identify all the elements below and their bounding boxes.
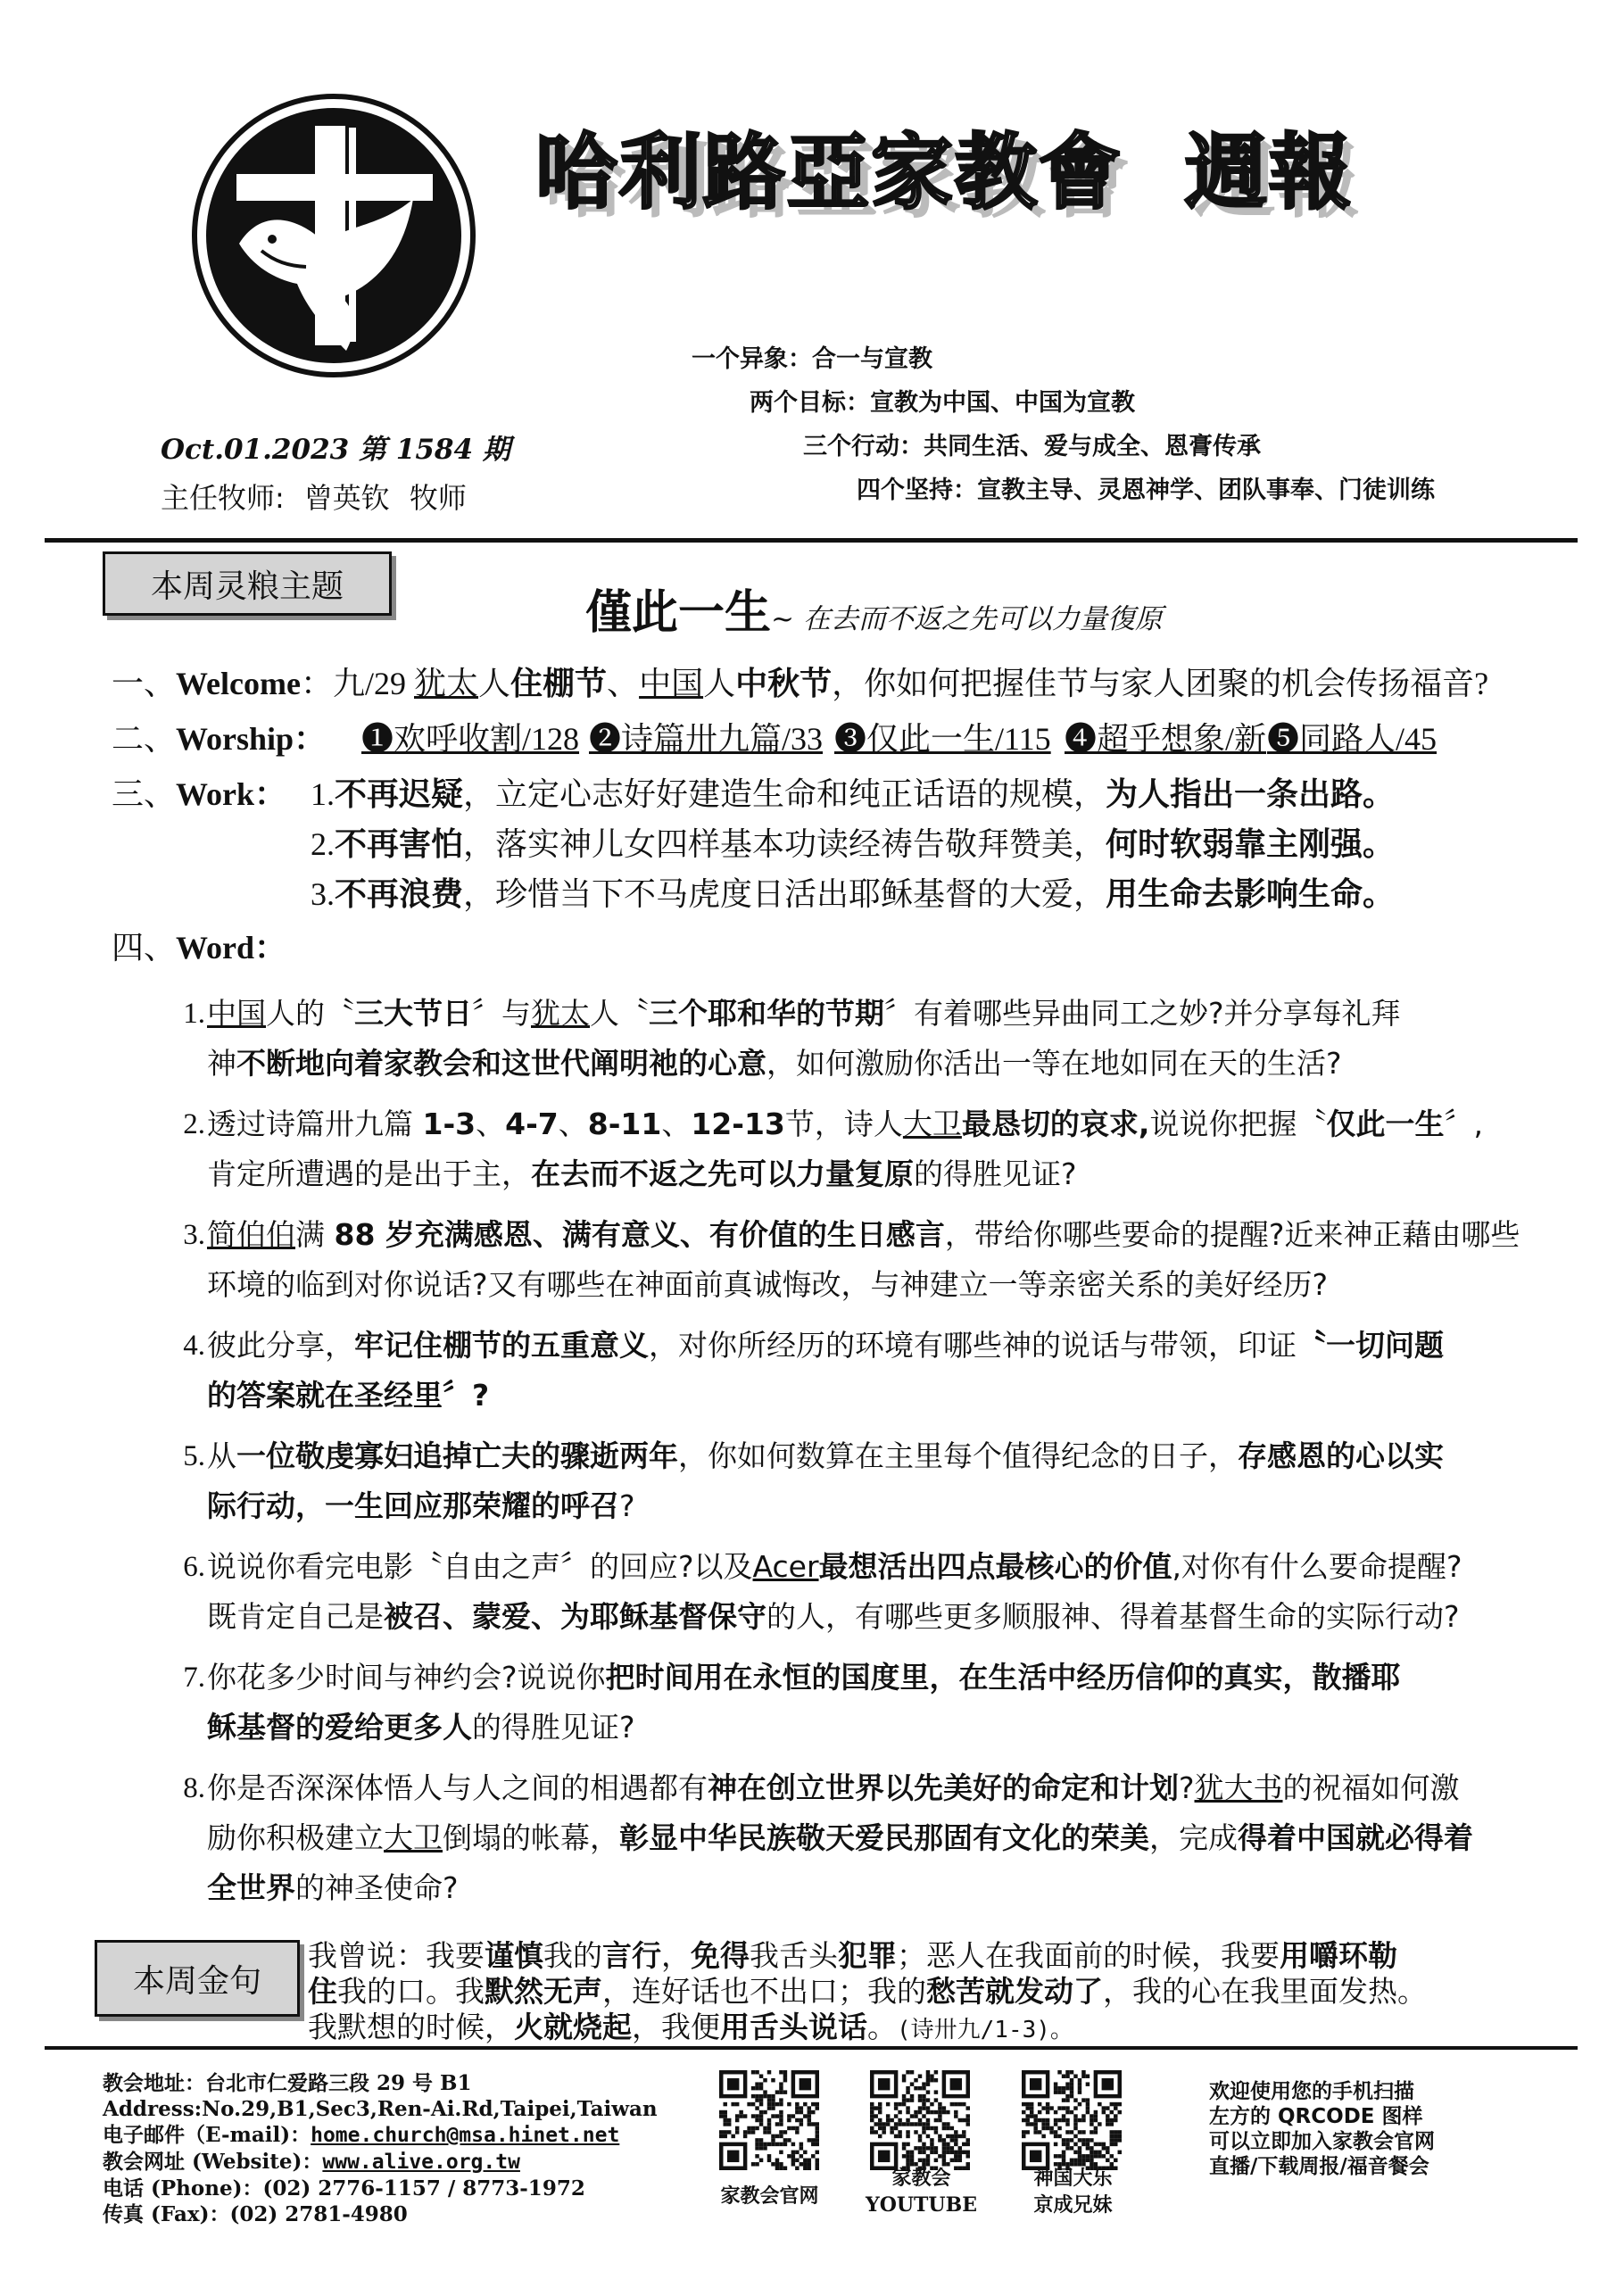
work-prefix: 三、 — [112, 776, 177, 812]
theme-title-text: 僅此一生 — [585, 585, 772, 640]
emphasis-text: 得着中国就必得着 — [1238, 1820, 1473, 1855]
work-item-text: ，落实神儿女四样基本功读经祷告敬拜赞美， — [463, 826, 1106, 862]
work-line — [112, 769, 286, 815]
website-label: 教会网址 (Website)： — [103, 2150, 323, 2174]
text-segment: ，你如何数算在主里每个值得纪念的日子， — [678, 1438, 1238, 1473]
question-line — [207, 1592, 1572, 1642]
work-item-1 — [311, 769, 1395, 815]
work-item-end: 用生命去影响生命。 — [1106, 876, 1396, 912]
qr-label-website — [705, 2183, 834, 2209]
text-segment: 大卫 — [384, 1820, 443, 1855]
work-item-num: 1. — [311, 776, 335, 812]
question-line — [207, 1703, 1572, 1753]
question-line — [207, 1371, 1572, 1421]
emphasis-text: 88 岁充满感恩、满有意义、有价值的生日感言 — [334, 1217, 945, 1252]
question-number: 5. — [183, 1440, 205, 1472]
text-segment: ；恶人在我面前的时候，我要 — [897, 1938, 1280, 1973]
question-text — [207, 1542, 1572, 1642]
question-line — [207, 1321, 1572, 1371]
scan-line: 直播/下载周报/福音餐会 — [1209, 2155, 1429, 2178]
question-number: 4. — [183, 1330, 205, 1362]
welcome-colon: ： — [300, 666, 333, 701]
welcome-text-b: 人 — [478, 666, 511, 701]
text-segment: 既肯定自己是 — [207, 1599, 384, 1634]
worship-prefix: 二、 — [112, 721, 177, 757]
qr-code-music[interactable] — [1022, 2070, 1122, 2170]
work-item-2 — [311, 819, 1395, 865]
work-item-num: 3. — [311, 876, 335, 912]
contact-info — [103, 2070, 658, 2227]
website-row — [103, 2149, 658, 2176]
qr-code-youtube[interactable] — [870, 2070, 970, 2170]
text-segment: 大卫 — [902, 1107, 962, 1141]
question-text — [207, 1763, 1572, 1913]
question-line — [207, 1149, 1572, 1199]
vision-line-4: 四个坚持：宣教主导、灵恩神学、团队事奉、门徒训练 — [857, 477, 1435, 504]
work-item-text: ，立定心志好好建造生命和纯正话语的规模， — [463, 776, 1106, 812]
golden-verse-text — [308, 1938, 1548, 2048]
footer-divider — [45, 2046, 1578, 2050]
question-number: 1. — [183, 998, 205, 1030]
text-segment: 你是否深深体悟人与人之间的相遇都有 — [207, 1770, 708, 1805]
qr-label-line: 京成兄妹 — [1033, 2193, 1113, 2217]
text-segment: 简伯伯 — [207, 1217, 295, 1252]
question-text — [207, 989, 1572, 1089]
welcome-text-d: 人 — [703, 666, 736, 701]
emphasis-text: 稣基督的爱给更多人 — [207, 1710, 472, 1745]
theme-title — [585, 575, 1163, 642]
text-segment: 的人，有哪些更多顺服神、得着基督生命的实际行动? — [766, 1599, 1460, 1634]
text-segment: 励你积极建立 — [207, 1820, 384, 1855]
emphasis-text: 8-11 — [587, 1107, 662, 1141]
pastor-line — [161, 476, 486, 517]
work-item-end: 为人指出一条出路。 — [1106, 776, 1396, 812]
work-item-text: ，珍惜当下不马虎度日活出耶稣基督的大爱， — [463, 876, 1106, 912]
vision-line-3: 三个行动：共同生活、爱与成全、恩膏传承 — [803, 433, 1261, 460]
weekly-label: 週報 — [1185, 125, 1354, 220]
emphasis-text: 言行 — [602, 1938, 661, 1973]
question-line — [207, 1763, 1572, 1813]
church-logo — [190, 92, 477, 379]
work-item-3 — [311, 869, 1395, 915]
question-line — [207, 1210, 1572, 1260]
song-4: ❹超乎想象/新 — [1065, 721, 1267, 757]
question-text — [207, 1321, 1572, 1421]
text-segment: 〞有着哪些异曲同工之妙?并分享每礼拜 — [884, 996, 1401, 1031]
scan-line: 可以立即加入家教会官网 — [1209, 2130, 1435, 2153]
emphasis-text: 神在创立世界以先美好的命定和计划 — [708, 1770, 1179, 1805]
text-segment: ，对你所经历的环境有哪些神的说话与带领，印证 — [649, 1328, 1297, 1363]
text-segment: 彼此分享， — [207, 1328, 354, 1363]
emphasis-text: 在去而不返之先可以力量复原 — [531, 1156, 914, 1191]
text-segment: 的得胜见证? — [472, 1710, 635, 1745]
scan-instructions — [1209, 2079, 1435, 2179]
question-line — [207, 1542, 1572, 1592]
text-segment: 我的口。我 — [337, 1974, 485, 2009]
text-segment: 神 — [207, 1046, 236, 1081]
emphasis-text: 把时间用在永恒的国度里，在生活中经历信仰的真实，散播耶 — [605, 1660, 1401, 1695]
text-segment: 从 — [207, 1438, 236, 1473]
scan-line: 左方的 QRCODE 图样 — [1209, 2105, 1423, 2128]
emphasis-text: 不断地向着家教会和这世代阐明祂的心意 — [236, 1046, 766, 1081]
phone-row: 电话 (Phone)：(02) 2776-1157 / 8773-1972 — [103, 2176, 585, 2201]
song-2: ❷诗篇卅九篇/33 — [589, 721, 824, 757]
text-segment: 的祝福如何激 — [1282, 1770, 1460, 1805]
emphasis-text: 火就烧起 — [514, 2010, 632, 2044]
work-item-bold: 不再害怕 — [335, 826, 464, 862]
question-line — [207, 1431, 1572, 1481]
email-link[interactable]: home.church@msa.hinet.net — [311, 2124, 620, 2147]
pastor-name: 曾英钦 — [303, 481, 390, 515]
text-segment: 我舌头 — [750, 1938, 838, 1973]
text-segment: 〞与 — [472, 996, 531, 1031]
question-line — [207, 1481, 1572, 1531]
text-segment: 倒塌的帐幕， — [443, 1820, 619, 1855]
text-segment: 我的 — [543, 1938, 602, 1973]
song-1: ❶欢呼收割/128 — [361, 721, 580, 757]
verse-line — [308, 2010, 1548, 2048]
emphasis-text: 愁苦就发动了 — [926, 1974, 1103, 2009]
bulletin-title — [535, 107, 1353, 225]
text-segment: 说说你把握〝 — [1149, 1107, 1327, 1141]
word-prefix: 四、 — [112, 930, 177, 966]
welcome-text-e: ，你如何把握佳节与家人团聚的机会传扬福音? — [832, 666, 1489, 701]
work-item-end: 何时软弱靠主刚强。 — [1106, 826, 1396, 862]
welcome-label: Welcome — [176, 666, 301, 701]
address-en: Address:No.29,B1,Sec3,Ren-Ai.Rd,Taipei,Taiwan — [103, 2097, 658, 2121]
question-number: 6. — [183, 1551, 205, 1583]
text-segment: ? — [619, 1488, 635, 1523]
church-name: 哈利路亞家教會 — [535, 125, 1123, 220]
text-segment: 说说你看完电影〝自由之声〞的回应?以及 — [207, 1549, 753, 1584]
text-segment: 人的〝 — [266, 996, 354, 1031]
text-segment: 的神圣使命? — [295, 1870, 459, 1905]
qr-label-line: 神国大乐 — [1033, 2167, 1113, 2190]
vision-line-2: 两个目标：宣教为中国、中国为宣教 — [750, 389, 1135, 417]
text-segment: 人〝 — [590, 996, 649, 1031]
text-segment: 犹大书 — [1194, 1770, 1283, 1805]
text-segment: ，如何激励你活出一等在地如同在天的生活? — [766, 1046, 1342, 1081]
text-segment: 〞, — [1444, 1107, 1483, 1141]
golden-verse-label-box: 本周金句 — [95, 1940, 300, 2017]
question-number: 3. — [183, 1219, 205, 1251]
emphasis-text: 住 — [308, 1974, 337, 2009]
work-label: Work： — [176, 776, 287, 812]
text-segment: 的得胜见证? — [914, 1156, 1077, 1191]
address-cn: 教会地址：台北市仁爱路三段 29 号 B1 — [103, 2071, 472, 2095]
emphasis-text: 用舌头说话 — [720, 2010, 867, 2044]
emphasis-text: 12-13 — [691, 1107, 785, 1141]
emphasis-text: 彰显中华民族敬天爱民那固有文化的荣美 — [619, 1820, 1149, 1855]
text-segment: 你花多少时间与神约会?说说你 — [207, 1660, 606, 1695]
word-line — [112, 923, 286, 968]
question-text — [207, 1099, 1572, 1199]
text-segment: 环境的临到对你说话?又有哪些在神面前真诚悔改，与神建立一等亲密关系的美好经历? — [207, 1267, 1329, 1302]
verse-line — [308, 1974, 1548, 2010]
emphasis-text: 用嚼环勒 — [1280, 1938, 1397, 1973]
question-line — [207, 1863, 1572, 1913]
emphasis-text: 犯罪 — [838, 1938, 897, 1973]
welcome-text-a: 九/29 — [332, 666, 414, 701]
emphasis-text: 际行动，一生回应那荣耀的呼召 — [207, 1488, 619, 1523]
text-segment: ，带给你哪些要命的提醒?近来神正藉由哪些 — [944, 1217, 1520, 1252]
text-segment: 透过诗篇卅九篇 — [207, 1107, 423, 1141]
text-segment: ，我的心在我里面发热。 — [1103, 1974, 1427, 2009]
question-text — [207, 1653, 1572, 1753]
welcome-prefix: 一、 — [112, 666, 177, 701]
fax-row: 传真 (Fax)：(02) 2781-4980 — [103, 2202, 408, 2226]
scan-line: 欢迎使用您的手机扫描 — [1209, 2080, 1414, 2103]
verse-line — [308, 1938, 1548, 1974]
welcome-fest-2: 中秋节 — [735, 666, 833, 701]
worship-line — [112, 714, 326, 759]
text-segment: 节，诗人 — [784, 1107, 903, 1141]
text-segment: 、 — [476, 1107, 506, 1141]
qr-label-music — [1008, 2165, 1138, 2218]
emphasis-text: 三大节日 — [354, 996, 472, 1031]
text-segment: ， — [661, 1938, 691, 1973]
text-segment: ，我便 — [632, 2010, 720, 2044]
emphasis-text: 一位敬虔寡妇追掉亡夫的骤逝两年 — [236, 1438, 678, 1473]
welcome-fest-1: 住棚节 — [510, 666, 608, 701]
text-segment: 我曾说：我要 — [308, 1938, 485, 1973]
worship-label: Worship： — [176, 721, 327, 757]
text-segment: Acer — [752, 1549, 819, 1584]
text-segment: ? — [1179, 1770, 1195, 1805]
question-text — [207, 1210, 1572, 1310]
question-line — [207, 1653, 1572, 1703]
text-segment: ，完成 — [1149, 1820, 1238, 1855]
song-3: ❸仅此一生/115 — [834, 721, 1051, 757]
welcome-chinese: 中国 — [639, 666, 704, 701]
pastor-title: 牧师 — [409, 481, 467, 515]
text-segment: 、 — [661, 1107, 692, 1141]
emphasis-text: 〝一切问题 — [1297, 1328, 1444, 1363]
header-divider — [45, 538, 1578, 543]
text-segment: 犹太 — [531, 996, 590, 1031]
welcome-jew: 犹太 — [414, 666, 479, 701]
emphasis-text: 谨慎 — [485, 1938, 543, 1973]
text-segment: (诗卅九/1-3)。 — [897, 2017, 1073, 2043]
text-segment: 我默想的时候， — [308, 2010, 514, 2044]
emphasis-text: 4-7 — [505, 1107, 559, 1141]
vision-line-1: 一个异象：合一与宣教 — [692, 345, 932, 373]
emphasis-text: 最恳切的哀求, — [961, 1107, 1150, 1141]
theme-subtitle: ~ 在去而不返之先可以力量復原 — [771, 603, 1163, 635]
question-text — [207, 1431, 1572, 1531]
question-line — [207, 1813, 1572, 1863]
text-segment: 肯定所遭遇的是出于主， — [207, 1156, 531, 1191]
qr-label-youtube — [857, 2165, 986, 2218]
qr-code-website[interactable] — [719, 2070, 819, 2170]
question-line — [207, 989, 1572, 1039]
question-number: 8. — [183, 1772, 205, 1804]
website-link[interactable]: www.alive.org.tw — [322, 2151, 520, 2174]
song-5: ❺同路人/45 — [1267, 721, 1438, 757]
question-line — [207, 1099, 1572, 1149]
emphasis-text: 默然无声 — [485, 1974, 602, 2009]
word-label: Word： — [176, 930, 287, 966]
welcome-line — [112, 659, 1488, 704]
emphasis-text: 牢记住棚节的五重意义 — [354, 1328, 649, 1363]
question-line — [207, 1260, 1572, 1310]
emphasis-text: 最想活出四点最核心的价值 — [818, 1549, 1172, 1584]
email-row — [103, 2122, 658, 2149]
issue-dateline: Oct.01.2023 第 1584 期 — [161, 434, 510, 466]
qr-label-line: 家教会 — [891, 2167, 951, 2190]
emphasis-text: 仅此一生 — [1326, 1107, 1445, 1141]
emphasis-text: 1-3 — [422, 1107, 476, 1141]
question-number: 2. — [183, 1108, 205, 1140]
work-item-num: 2. — [311, 826, 335, 862]
emphasis-text: 三个耶和华的节期 — [649, 996, 884, 1031]
emphasis-text: 免得 — [691, 1938, 750, 1973]
qr-label-line: YOUTUBE — [866, 2193, 977, 2217]
emphasis-text: 的答案就在圣经里〞? — [207, 1378, 490, 1413]
text-segment: 、 — [558, 1107, 588, 1141]
text-segment: 。 — [867, 2010, 897, 2044]
work-item-bold: 不再迟疑 — [335, 776, 464, 812]
pastor-label: 主任牧师: — [161, 481, 285, 515]
theme-label-box: 本周灵粮主题 — [103, 551, 392, 616]
text-segment: 中国 — [207, 996, 266, 1031]
text-segment: ,对你有什么要命提醒? — [1172, 1549, 1462, 1584]
welcome-text-c: 、 — [607, 666, 640, 701]
emphasis-text: 被召、蒙爱、为耶稣基督保守 — [384, 1599, 766, 1634]
emphasis-text: 全世界 — [207, 1870, 295, 1905]
qr-label-line: 家教会官网 — [720, 2184, 819, 2208]
emphasis-text: 存感恩的心以实 — [1238, 1438, 1444, 1473]
question-number: 7. — [183, 1662, 205, 1694]
text-segment: ，连好话也不出口；我的 — [602, 1974, 926, 2009]
text-segment: 满 — [295, 1217, 335, 1252]
question-line — [207, 1039, 1572, 1089]
email-label: 电子邮件（E-mail)： — [103, 2123, 311, 2147]
work-item-bold: 不再浪费 — [335, 876, 464, 912]
